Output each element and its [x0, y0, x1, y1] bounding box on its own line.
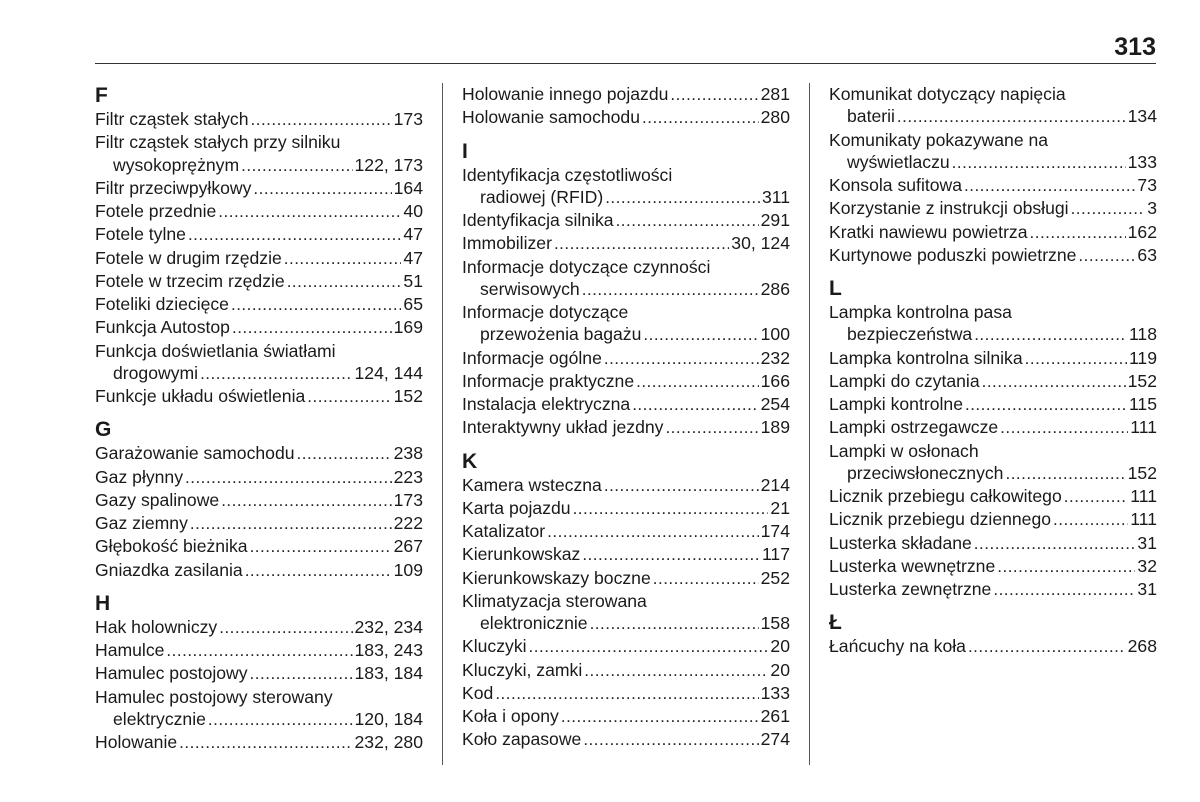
section-letter: I	[462, 139, 468, 163]
page-reference: 73	[1137, 175, 1157, 195]
entry-text: Komunikaty pokazywane na	[829, 129, 1049, 150]
dot-leader	[297, 443, 392, 465]
index-entry[interactable]	[462, 370, 790, 393]
index-entry[interactable]	[95, 535, 423, 558]
entry-text: Filtr cząstek stałych	[95, 109, 249, 129]
entry-text: Foteliki dziecięce	[95, 294, 229, 314]
index-entry[interactable]	[95, 340, 423, 386]
page-reference: 124, 144	[354, 362, 423, 383]
index-entry[interactable]	[829, 508, 1157, 531]
index-entry[interactable]	[462, 705, 790, 728]
index-entry[interactable]	[95, 662, 423, 685]
entry-text: Kamera wsteczna	[462, 474, 602, 495]
entry-text: Lampki do czytania	[829, 370, 980, 391]
page-reference: 152	[1127, 462, 1157, 483]
entry-text: Garażowanie samochodu	[95, 443, 295, 464]
index-entry[interactable]	[829, 244, 1157, 267]
dot-leader	[241, 155, 352, 177]
entry-text: Holowanie samochodu	[462, 107, 640, 128]
entry-text: Kierunkowskazy boczne	[462, 567, 651, 588]
dot-leader	[604, 475, 759, 497]
dot-leader	[188, 224, 401, 246]
entry-text: Holowanie	[95, 732, 178, 752]
page-reference: 118	[1128, 324, 1157, 345]
page-reference: 174	[760, 521, 790, 541]
entry-text: Kod	[462, 682, 494, 703]
dot-leader	[573, 498, 769, 520]
page-reference: 311	[761, 186, 790, 207]
index-column-3	[829, 83, 1157, 659]
page-reference: 280	[760, 107, 790, 128]
section-letter: Ł	[829, 611, 842, 635]
entry-text: Hamulce	[95, 640, 165, 660]
page-reference: 164	[393, 177, 423, 198]
index-entry[interactable]	[95, 316, 423, 339]
entry-text: Kurtynowe poduszki powietrzne	[829, 244, 1077, 265]
dot-leader	[1064, 486, 1128, 508]
page-number: 313	[1114, 33, 1156, 61]
entry-text: Lusterka zewnętrzne	[829, 579, 992, 599]
page-reference: 31	[1137, 579, 1157, 599]
entry-text: Kluczyki	[462, 636, 527, 657]
index-entry[interactable]	[95, 385, 423, 408]
section-letter: F	[95, 84, 108, 107]
dot-leader	[968, 636, 1126, 658]
dot-leader	[185, 467, 392, 489]
index-entry[interactable]	[95, 512, 423, 535]
page-reference: 162	[1127, 221, 1157, 242]
dot-leader	[1030, 222, 1126, 244]
index-column-2	[462, 83, 790, 752]
dot-leader	[190, 513, 392, 535]
entry-text: Lampka kontrolna pasa	[829, 302, 1012, 322]
dot-leader	[561, 706, 759, 728]
entry-text: Klimatyzacja sterowana	[462, 590, 647, 611]
index-entry[interactable]	[829, 301, 1157, 347]
entry-text: Licznik przebiegu całkowitego	[829, 486, 1062, 506]
page-reference: 3	[1147, 198, 1157, 219]
index-entry[interactable]	[462, 474, 790, 497]
entry-text: Komunikat dotyczący napięcia	[829, 84, 1066, 104]
dot-leader	[643, 324, 758, 346]
dot-leader	[670, 84, 758, 106]
entry-text: Fotele w trzecim rzędzie	[95, 270, 285, 291]
entry-text: Holowanie innego pojazdu	[462, 84, 669, 104]
dot-leader	[253, 178, 391, 200]
page-reference: 30, 124	[731, 233, 790, 254]
index-entry[interactable]	[829, 370, 1157, 393]
dot-leader	[250, 663, 353, 685]
index-entry[interactable]	[462, 728, 790, 751]
dot-leader	[1000, 417, 1128, 439]
dot-leader	[582, 544, 760, 566]
dot-leader	[529, 636, 769, 658]
page-reference: 120, 184	[354, 708, 423, 729]
entry-text: Katalizator	[462, 521, 546, 541]
index-entry[interactable]	[829, 197, 1157, 220]
dot-leader	[997, 556, 1135, 578]
dot-leader	[179, 732, 352, 754]
page-reference: 261	[760, 706, 790, 726]
index-entry[interactable]	[462, 83, 790, 106]
dot-leader	[964, 175, 1135, 197]
entry-text: Hamulec postojowy	[95, 663, 248, 684]
entry-text: Kierunkowskaz	[462, 544, 581, 565]
entry-text: Fotele przednie	[95, 201, 217, 221]
dot-leader	[221, 490, 391, 512]
index-entry[interactable]	[95, 616, 423, 639]
index-entry[interactable]	[95, 731, 423, 754]
dot-leader	[965, 394, 1127, 416]
dot-leader	[547, 521, 759, 543]
index-entry[interactable]	[829, 635, 1157, 658]
page-reference: 268	[1127, 636, 1157, 657]
index-entry[interactable]	[462, 682, 790, 705]
entry-text: Funkcje układu oświetlenia	[95, 386, 306, 406]
entry-text: Lampki w osłonach	[829, 440, 979, 461]
page-reference: 238	[393, 443, 423, 464]
entry-text: Interaktywny układ jezdny	[462, 417, 664, 438]
entry-text: elektronicznie	[480, 613, 588, 633]
index-entry[interactable]	[462, 301, 790, 347]
dot-leader	[232, 317, 392, 339]
index-entry[interactable]	[462, 543, 790, 566]
page-reference: 21	[770, 497, 790, 518]
dot-leader	[1005, 463, 1125, 485]
entry-text: Lampki ostrzegawcze	[829, 417, 999, 438]
page-reference: 133	[1127, 151, 1157, 172]
page-reference: 111	[1130, 486, 1157, 506]
dot-leader	[632, 394, 758, 416]
dot-leader	[653, 568, 759, 590]
page-reference: 286	[760, 278, 790, 299]
dot-leader	[582, 279, 759, 301]
page-reference: 65	[403, 294, 423, 314]
entry-text: Licznik przebiegu dziennego	[829, 509, 1052, 530]
page-reference: 109	[393, 559, 423, 580]
index-entry[interactable]	[95, 466, 423, 489]
entry-text: Korzystanie z instrukcji obsługi	[829, 198, 1069, 219]
entry-text: Karta pojazdu	[462, 497, 571, 518]
index-entry[interactable]	[95, 489, 423, 512]
entry-text: Fotele tylne	[95, 224, 186, 245]
dot-leader	[642, 107, 759, 129]
index-entry[interactable]	[95, 442, 423, 465]
entry-text: Filtr cząstek stałych przy silniku	[95, 132, 341, 153]
page-reference: 40	[403, 201, 423, 221]
index-entry[interactable]	[95, 639, 423, 662]
page-reference: 122, 173	[354, 154, 423, 175]
entry-text: Kratki nawiewu powietrza	[829, 221, 1028, 242]
entry-text: Łańcuchy na koła	[829, 636, 966, 657]
page-reference: 134	[1127, 106, 1157, 127]
entry-text: Kluczyki, zamki	[462, 659, 583, 680]
index-entry[interactable]	[462, 497, 790, 520]
dot-leader	[616, 210, 759, 232]
entry-text: Funkcja Autostop	[95, 317, 230, 338]
index-entry[interactable]	[462, 520, 790, 543]
index-entry[interactable]	[95, 293, 423, 316]
page-reference: 20	[770, 636, 790, 657]
page-reference: 47	[403, 224, 423, 245]
index-entry[interactable]	[95, 559, 423, 582]
index-column-1	[95, 83, 423, 754]
page-reference: 166	[760, 370, 790, 391]
index-entry[interactable]	[462, 256, 790, 302]
page-reference: 133	[760, 682, 790, 703]
header-rule	[95, 63, 1156, 64]
dot-leader	[583, 729, 758, 751]
dot-leader	[665, 417, 758, 439]
dot-leader	[897, 106, 1126, 128]
dot-leader	[307, 386, 391, 408]
dot-leader	[1071, 198, 1146, 220]
entry-text: Głębokość bieżnika	[95, 536, 248, 557]
entry-text: Informacje ogólne	[462, 347, 602, 368]
index-entry[interactable]	[462, 164, 790, 210]
entry-text: Gniazdka zasilania	[95, 559, 243, 580]
index-entry[interactable]	[829, 221, 1157, 244]
index-entry[interactable]	[829, 532, 1157, 555]
entry-text: wysokoprężnym	[113, 154, 240, 175]
column-divider-1	[442, 83, 443, 765]
dot-leader	[974, 533, 1136, 555]
index-entry[interactable]	[95, 108, 423, 131]
page-reference: 232, 280	[354, 732, 423, 752]
index-entry[interactable]	[462, 635, 790, 658]
index-entry[interactable]	[462, 209, 790, 232]
page-reference: 158	[760, 613, 790, 633]
dot-leader	[218, 201, 401, 223]
page-reference: 47	[403, 247, 423, 268]
index-entry[interactable]	[829, 393, 1157, 416]
index-entry[interactable]	[829, 485, 1157, 508]
dot-leader	[604, 348, 759, 370]
page-reference: 232	[760, 347, 790, 368]
page-reference: 31	[1137, 532, 1157, 553]
dot-leader	[584, 660, 768, 682]
index-entry[interactable]	[829, 129, 1157, 175]
page-reference: 169	[393, 317, 423, 338]
dot-leader	[993, 579, 1135, 601]
dot-leader	[1053, 509, 1128, 531]
dot-leader	[1078, 245, 1135, 267]
page-reference: 32	[1137, 555, 1157, 576]
page-reference: 152	[1127, 370, 1157, 391]
dot-leader	[250, 536, 392, 558]
entry-text: wyświetlaczu	[847, 151, 950, 172]
index-entry[interactable]	[95, 200, 423, 223]
entry-text: Hak holowniczy	[95, 616, 218, 637]
page-reference: 281	[760, 84, 790, 104]
page-reference: 63	[1137, 244, 1157, 265]
index-entry[interactable]	[829, 440, 1157, 486]
page-reference: 100	[760, 324, 790, 345]
page-reference: 173	[393, 489, 423, 510]
section-letter: H	[95, 591, 111, 615]
entry-text: Koło zapasowe	[462, 729, 582, 750]
index-entry[interactable]	[829, 347, 1157, 370]
page-reference: 183, 243	[354, 640, 423, 660]
index-entry[interactable]	[829, 416, 1157, 439]
index-entry[interactable]	[462, 659, 790, 682]
dot-leader	[636, 371, 759, 393]
entry-text: Gazy spalinowe	[95, 489, 220, 510]
page-reference: 223	[393, 466, 423, 487]
dot-leader	[208, 709, 353, 731]
entry-text: przeciwsłonecznych	[847, 462, 1004, 483]
entry-text: Konsola sufitowa	[829, 175, 963, 195]
index-entry[interactable]	[829, 555, 1157, 578]
section-letter: G	[95, 418, 112, 442]
dot-leader	[1025, 348, 1127, 370]
dot-leader	[287, 271, 402, 293]
entry-text: serwisowych	[480, 278, 580, 299]
entry-text: bezpieczeństwa	[847, 324, 973, 345]
page-reference: 267	[393, 536, 423, 557]
page-reference: 183, 184	[354, 663, 423, 684]
page-reference: 51	[403, 270, 423, 291]
index-entry[interactable]	[462, 232, 790, 255]
page-reference: 152	[393, 386, 423, 406]
dot-leader	[251, 109, 392, 131]
entry-text: radiowej (RFID)	[480, 186, 604, 207]
entry-text: Lusterka wewnętrzne	[829, 555, 996, 576]
dot-leader	[200, 363, 352, 385]
page-reference: 111	[1130, 509, 1157, 530]
index-entry[interactable]	[462, 567, 790, 590]
page-reference: 232, 234	[354, 616, 423, 637]
page-reference: 222	[393, 513, 423, 533]
entry-text: Lampka kontrolna silnika	[829, 347, 1023, 368]
page-reference: 254	[760, 394, 790, 414]
entry-text: Identyfikacja silnika	[462, 210, 614, 230]
entry-text: Immobilizer	[462, 233, 552, 254]
dot-leader	[495, 683, 758, 705]
index-entry[interactable]	[462, 347, 790, 370]
entry-text: Lusterka składane	[829, 532, 972, 553]
dot-leader	[605, 187, 760, 209]
section-letter: L	[829, 277, 842, 300]
dot-leader	[982, 371, 1126, 393]
dot-leader	[974, 324, 1127, 346]
page-reference: 189	[760, 417, 790, 438]
dot-leader	[245, 560, 392, 582]
entry-text: baterii	[847, 106, 895, 127]
page-reference: 252	[760, 567, 790, 588]
entry-text: Filtr przeciwpyłkowy	[95, 177, 252, 198]
dot-leader	[231, 294, 401, 316]
page-reference: 20	[770, 659, 790, 680]
dot-leader	[590, 613, 759, 635]
page-reference: 119	[1128, 347, 1157, 368]
entry-text: Fotele w drugim rzędzie	[95, 247, 282, 268]
entry-text: drogowymi	[113, 362, 199, 383]
index-entry[interactable]	[462, 416, 790, 439]
dot-leader	[166, 640, 352, 662]
dot-leader	[219, 617, 352, 639]
index-entry[interactable]	[95, 223, 423, 246]
entry-text: przewożenia bagażu	[480, 324, 642, 345]
page-reference: 117	[761, 544, 790, 565]
entry-text: Instalacja elektryczna	[462, 394, 631, 414]
index-entry[interactable]	[462, 106, 790, 129]
page-reference: 274	[760, 729, 790, 750]
index-entry[interactable]	[462, 590, 790, 636]
dot-leader	[952, 152, 1126, 174]
section-letter: K	[462, 449, 478, 473]
entry-text: Lampki kontrolne	[829, 394, 963, 414]
index-entry[interactable]	[95, 247, 423, 270]
entry-text: Gaz ziemny	[95, 513, 188, 533]
dot-leader	[284, 248, 402, 270]
entry-text: Informacje praktyczne	[462, 370, 635, 391]
entry-text: Informacje dotyczące czynności	[462, 256, 711, 277]
page-reference: 291	[760, 210, 790, 230]
page-reference: 173	[393, 109, 423, 129]
entry-text: Funkcja doświetlania światłami	[95, 340, 336, 361]
page-reference: 111	[1130, 417, 1157, 438]
column-divider-2	[809, 83, 810, 765]
index-entry[interactable]	[829, 83, 1157, 129]
index-entry[interactable]	[95, 270, 423, 293]
index-entry[interactable]	[829, 578, 1157, 601]
entry-text: Identyfikacja częstotliwości	[462, 164, 673, 185]
index-entry[interactable]	[95, 177, 423, 200]
page-reference: 115	[1128, 394, 1157, 414]
entry-text: Koła i opony	[462, 706, 559, 726]
entry-text: Hamulec postojowy sterowany	[95, 686, 333, 707]
page-reference: 214	[760, 474, 790, 495]
dot-leader	[554, 233, 729, 255]
entry-text: elektrycznie	[113, 708, 206, 729]
entry-text: Informacje dotyczące	[462, 302, 629, 322]
index-entry[interactable]	[95, 686, 423, 732]
index-entry[interactable]	[829, 174, 1157, 197]
entry-text: Gaz płynny	[95, 466, 184, 487]
index-entry[interactable]	[95, 131, 423, 177]
index-entry[interactable]	[462, 393, 790, 416]
